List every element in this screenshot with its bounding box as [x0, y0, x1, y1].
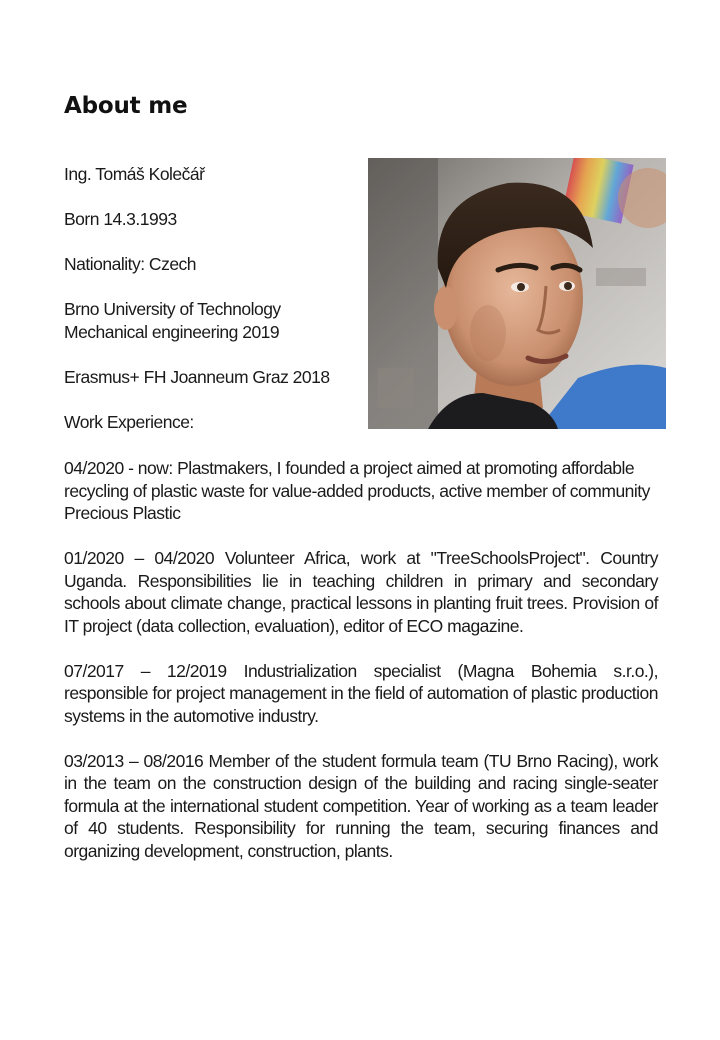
profile-degree: Mechanical engineering 2019: [64, 321, 280, 342]
profile-name: Ing. Tomáš Kolečář: [64, 164, 205, 184]
profile-university: Brno University of Technology: [64, 299, 281, 319]
experience-entry: 03/2013 – 08/2016 Member of the student formula team (TU Brno Racing), work in the team on the construction design of the building and racing single-seater formula at the international student competition. Year of working as a team leader of 40 students. Responsibility for running the team, securing finances and organizing development, construction, plants.: [64, 750, 658, 861]
page-title: About me: [64, 93, 188, 119]
experience-entry: 01/2020 – 04/2020 Volunteer Africa, work at "TreeSchoolsProject". Country Uganda. Responsibilities lie in teaching children in primary and secondary schools about climate change, practical lessons in planting fruit trees. Provision of IT project (data collection, evaluation), editor of ECO magazine.: [64, 548, 658, 636]
profile-born: Born 14.3.1993: [64, 209, 177, 229]
profile-nationality: Nationality: Czech: [64, 254, 197, 274]
experience-list: [64, 457, 658, 862]
portrait-photo: [368, 158, 666, 429]
profile-details: [64, 163, 364, 433]
profile-erasmus: Erasmus+ FH Joanneum Graz 2018: [64, 366, 330, 387]
profile-education: [64, 298, 364, 343]
experience-entry: 04/2020 - now: Plastmakers, I founded a project aimed at promoting affordable recycling of plastic waste for value-added products, active member of community Precious Plastic: [64, 458, 650, 523]
experience-entry: 07/2017 – 12/2019 Industrialization specialist (Magna Bohemia s.r.o.), responsible for project management in the field of automation of plastic production systems in the automotive industry.: [64, 660, 658, 726]
work-experience-heading: Work Experience:: [64, 411, 194, 432]
